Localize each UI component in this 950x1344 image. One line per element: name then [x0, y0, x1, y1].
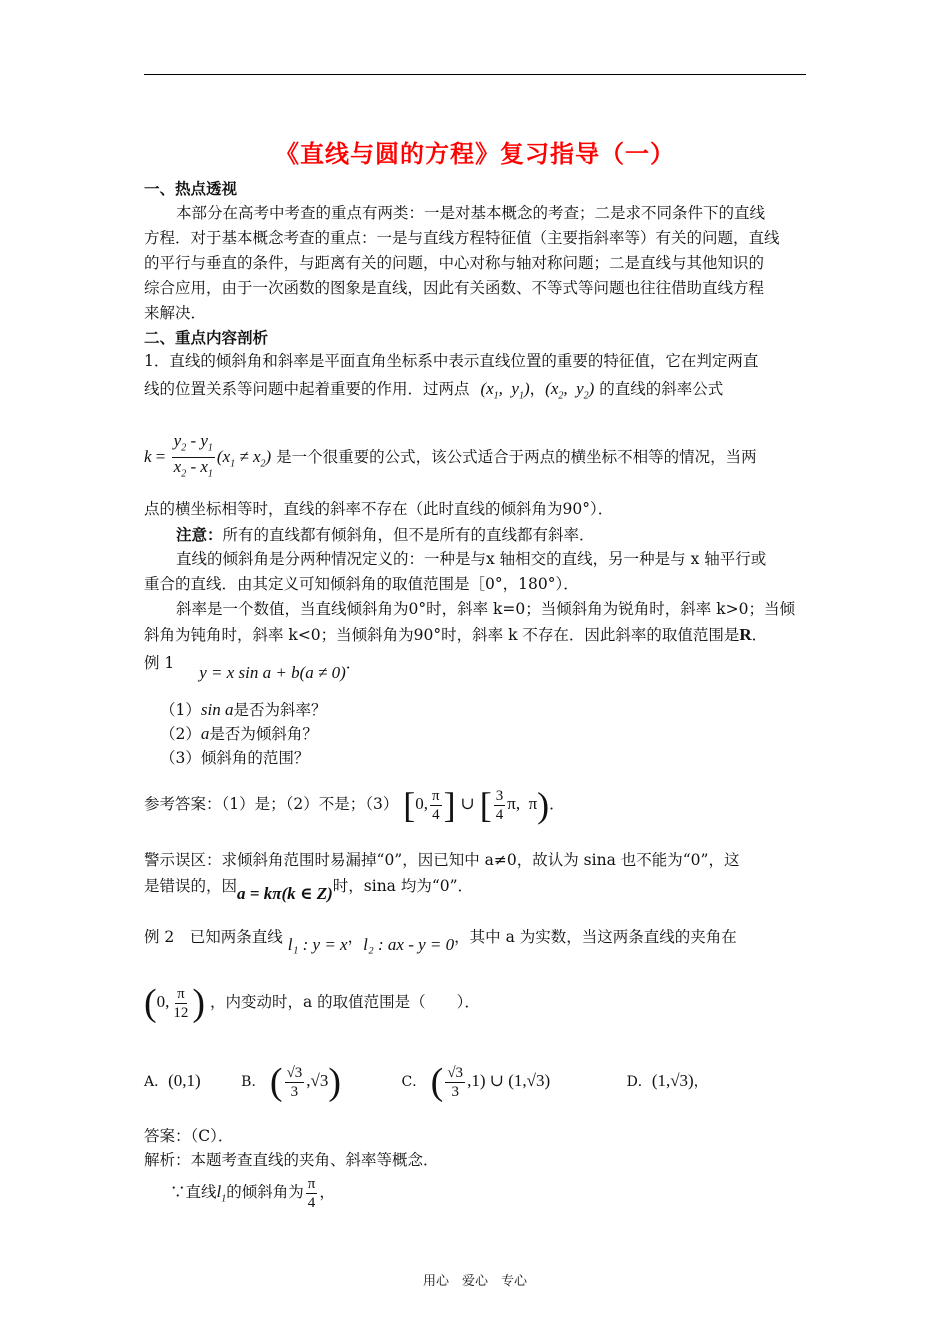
warning-line-1: 警示误区：求倾斜角范围时易漏掉“0”，因已知中 a≠0，故认为 sina 也不能为“0”，这 [144, 851, 740, 869]
para-2-line-1: 1．直线的倾斜角和斜率是平面直角坐标系中表示直线位置的重要的特征值，它在判定两直 [144, 352, 759, 370]
para-2-line-2: 线的位置关系等问题中起着重要的作用．过两点 ($x_1$, $y_1$)，($x_2$, $y_2$) 的直线的斜率公式 [144, 379, 724, 402]
para-4-line-2: 斜角为钝角时，斜率 k<0；当倾斜角为90°时，斜率 k 不存在．因此斜率的取值范围是R． [144, 625, 768, 644]
because-line: ∵直线$l_1$的倾斜角为 $\frac{\pi}{4}$ ， [170, 1175, 335, 1211]
warning-line-2: 是错误的，因a = kπ(k ∈ Z)时，sina 均为“0”． [144, 877, 474, 903]
choices-line [144, 1053, 808, 1110]
para-1-line-2: 方程．对于基本概念考查的重点：一是与直线方程特征值（主要指斜率等）有关的问题，直线 [144, 229, 780, 247]
example-2-line-2: (0, $\frac{\pi}{12}$ ) ，内变动时，a 的取值范围是（ ）． [144, 982, 480, 1024]
page-title: 《直线与圆的方程》复习指导（一） [275, 139, 675, 168]
para-4-line-1: 斜率是一个数值，当直线倾斜角为0°时，斜率 k=0；当倾斜角为锐角时，斜率 k>0；当倾 [176, 600, 795, 618]
footer: 用心 爱心 专心 [422, 1274, 527, 1289]
answer-1-line: 参考答案：（1）是；（2）不是；（3） [0, $\frac{\pi}{4}$ ] ∪ [ $\frac{3}{4}$ π, π)． [144, 785, 565, 825]
para-2-line-5: 点的横坐标相等时，直线的斜率不存在（此时直线的倾斜角为90°）． [144, 500, 614, 518]
header-rule [144, 74, 806, 75]
question-1: （1）sin a是否为斜率？ [160, 700, 327, 719]
para-1-line-5: 来解决． [144, 304, 207, 322]
question-2: （2）a是否为倾斜角？ [160, 724, 318, 743]
para-3-line-1: 直线的倾斜角是分两种情况定义的：一种是与x 轴相交的直线，另一种是与 x 轴平行或 [176, 550, 767, 568]
answer-2: 答案：（C）． [144, 1127, 234, 1145]
section-1-heading: 一、热点透视 [144, 179, 238, 198]
choice-d: D．(1,√3)， [626, 1071, 708, 1090]
note-line: 注意：所有的直线都有倾斜角，但不是所有的直线都有斜率． [176, 525, 595, 544]
slope-fraction: $\frac{y_2 - y_1}{x_2 - x_1}$ [173, 431, 213, 480]
choice-a: A．(0,1) [144, 1071, 201, 1090]
example-2-line-1: 例 2 已知两条直线 l₁ : y = x，l₂ : ax - y = 0，其中 a 为实数，当这两条直线的夹角在 [144, 928, 737, 954]
para-1-line-1: 本部分在高考中考查的重点有两类：一是对基本概念的考查；二是求不同条件下的直线 [176, 204, 766, 222]
para-1-line-3: 的平行与垂直的条件，与距离有关的问题，中心对称与轴对称问题；二是直线与其他知识的 [144, 254, 765, 272]
para-3-line-2: 重合的直线．由其定义可知倾斜角的取值范围是［0°，180°）． [144, 575, 579, 593]
question-3: （3）倾斜角的范围？ [160, 749, 310, 767]
para-1-line-4: 综合应用，由于一次函数的图象是直线，因此有关函数、不等式等问题也往往借助直线方程 [144, 279, 765, 297]
choice-b: B． ( $\frac{√3}{3}$ ,√3) [241, 1061, 342, 1103]
example-1-line: 例 1 y = x sin a + b(a ≠ 0)． [144, 654, 362, 682]
slope-formula-line: k = $\frac{y_2 - y_1}{x_2 - x_1}$ $(x_1 \ne x_2)$ 是一个很重要的公式，该公式适合于两点的横坐标不相等的情况，当两 [144, 432, 808, 484]
analysis-line: 解析：本题考查直线的夹角、斜率等概念． [144, 1151, 439, 1169]
choice-c: C． ( $\frac{√3}{3}$ ,1) ∪ (1,√3) [401, 1061, 551, 1103]
section-2-heading: 二、重点内容剖析 [144, 328, 269, 347]
